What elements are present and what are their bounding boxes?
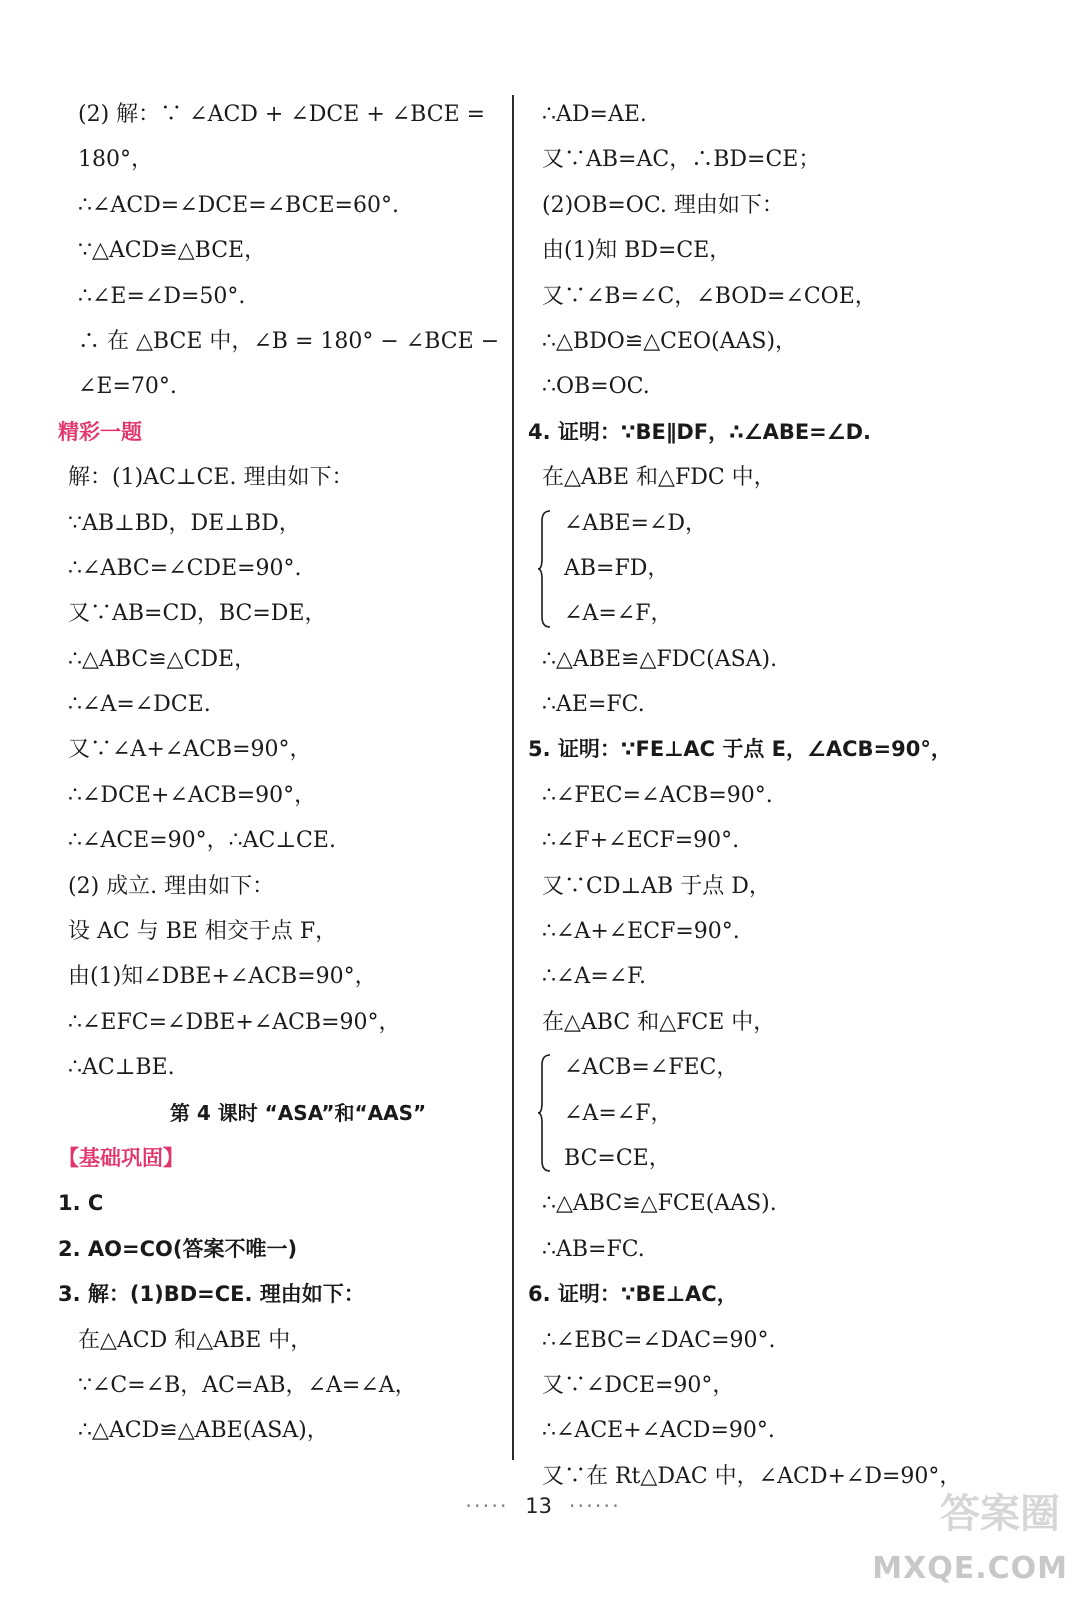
section-heading-jingcai: 精彩一题	[58, 419, 142, 444]
footer-dots-left: ·····	[465, 1494, 509, 1518]
column-divider	[512, 95, 514, 1460]
text-line: ∴∠ACE+∠ACD=90°.	[542, 1418, 775, 1444]
question-4: 4. 证明：∵BE∥DF，∴∠ABE=∠D.	[528, 419, 872, 444]
text-line: ∠E=70°.	[78, 374, 177, 400]
question-5: 5. 证明：∵FE⊥AC 于点 E，∠ACB=90°，	[528, 737, 952, 762]
text-line: 又∵∠B=∠C，∠BOD=∠COE，	[542, 283, 877, 309]
text-line: ∴△ABC≌△CDE，	[68, 646, 257, 672]
text-line: 解：(1)AC⊥CE. 理由如下：	[68, 465, 354, 491]
brace-icon	[538, 509, 552, 629]
question-6: 6. 证明：∵BE⊥AC，	[528, 1282, 738, 1307]
watermark-title: 答案圈	[940, 1491, 1060, 1537]
text-line: ∴∠A=∠F.	[542, 964, 647, 990]
text-line: ∵∠C=∠B，AC=AB，∠A=∠A，	[78, 1372, 417, 1398]
lesson-title: 第 4 课时 “ASA”和“AAS”	[169, 1100, 427, 1125]
text-line: ∴∠DCE+∠ACB=90°，	[68, 782, 317, 808]
text-line: ∴∠FEC=∠ACB=90°.	[542, 782, 773, 808]
brace-line: ∠ABE=∠D，	[564, 510, 708, 536]
text-line: 180°，	[78, 147, 153, 173]
page-number: 13	[525, 1494, 553, 1518]
text-line: 又∵∠A+∠ACB=90°，	[68, 737, 312, 763]
text-line: ∴△ACD≌△ABE(ASA)，	[78, 1418, 329, 1444]
brace-group-q5	[528, 1045, 1048, 1181]
text-line: 在△ABC 和△FCE 中，	[542, 1009, 776, 1035]
text-line: ∴△ABC≌△FCE(AAS).	[542, 1191, 777, 1217]
question-3: 3. 解：(1)BD=CE. 理由如下：	[58, 1282, 365, 1307]
text-line: 又∵AB=AC，∴BD=CE；	[542, 147, 821, 173]
text-line: ∴∠EFC=∠DBE+∠ACB=90°，	[68, 1009, 401, 1035]
text-line: ∴∠ABC=∠CDE=90°.	[68, 555, 302, 581]
right-column	[528, 92, 1048, 1499]
text-line: ∵△ACD≌△BCE，	[78, 238, 267, 264]
footer-dots-right: ······	[568, 1494, 621, 1518]
question-1: 1. C	[58, 1191, 104, 1216]
brace-line: BC=CE，	[564, 1145, 671, 1171]
text-line: 在△ABE 和△FDC 中，	[542, 465, 776, 491]
text-line: ∴AE=FC.	[542, 692, 645, 718]
text-line: ∴AD=AE.	[542, 102, 647, 127]
question-2: 2. AO=CO(答案不唯一)	[58, 1236, 298, 1261]
watermark-url: MXQE.COM	[872, 1551, 1068, 1586]
watermark-logo	[872, 1480, 1068, 1590]
brace-icon	[538, 1053, 552, 1173]
text-line: ∴∠ACD=∠DCE=∠BCE=60°.	[78, 192, 399, 218]
text-line: 又∵∠DCE=90°，	[542, 1372, 735, 1398]
section-heading-jichu: 【基础巩固】	[58, 1145, 184, 1170]
left-column	[58, 92, 498, 1454]
text-line: (2) 解：∵ ∠ACD + ∠DCE + ∠BCE =	[78, 102, 486, 127]
text-line: (2)OB=OC. 理由如下：	[542, 192, 784, 218]
text-line: ∴∠EBC=∠DAC=90°.	[542, 1327, 776, 1353]
text-line: 由(1)知 BD=CE，	[542, 238, 732, 264]
text-line: 设 AC 与 BE 相交于点 F，	[68, 919, 338, 945]
text-line: ∴ 在 △BCE 中，∠B = 180° − ∠BCE −	[78, 328, 500, 354]
text-line: 又∵AB=CD，BC=DE，	[68, 601, 327, 627]
text-line: ∴OB=OC.	[542, 374, 650, 400]
text-line: ∴∠A+∠ECF=90°.	[542, 919, 740, 945]
text-line: 在△ACD 和△ABE 中，	[78, 1327, 313, 1353]
text-line: (2) 成立. 理由如下：	[68, 873, 275, 899]
text-line: 又∵在 Rt△DAC 中，∠ACD+∠D=90°，	[542, 1463, 962, 1489]
brace-line: ∠A=∠F，	[564, 1100, 673, 1126]
text-line: ∴△ABE≌△FDC(ASA).	[542, 646, 778, 672]
text-line: ∴∠F+∠ECF=90°.	[542, 828, 740, 854]
text-line: 由(1)知∠DBE+∠ACB=90°，	[68, 964, 377, 990]
text-line: ∴△BDO≌△CEO(AAS)，	[542, 328, 798, 354]
brace-line: AB=FD，	[564, 555, 670, 581]
text-line: ∴AC⊥BE.	[68, 1055, 175, 1081]
text-line: ∴∠A=∠DCE.	[68, 692, 211, 718]
text-line: ∴∠ACE=90°，∴AC⊥CE.	[68, 828, 336, 854]
text-line: ∴AB=FC.	[542, 1236, 645, 1262]
text-line: ∵AB⊥BD，DE⊥BD，	[68, 510, 301, 536]
text-line: ∴∠E=∠D=50°.	[78, 283, 246, 309]
brace-line: ∠A=∠F，	[564, 601, 673, 627]
brace-group-q4	[528, 501, 1048, 637]
text-line: 又∵CD⊥AB 于点 D，	[542, 873, 771, 899]
brace-line: ∠ACB=∠FEC，	[564, 1055, 739, 1081]
